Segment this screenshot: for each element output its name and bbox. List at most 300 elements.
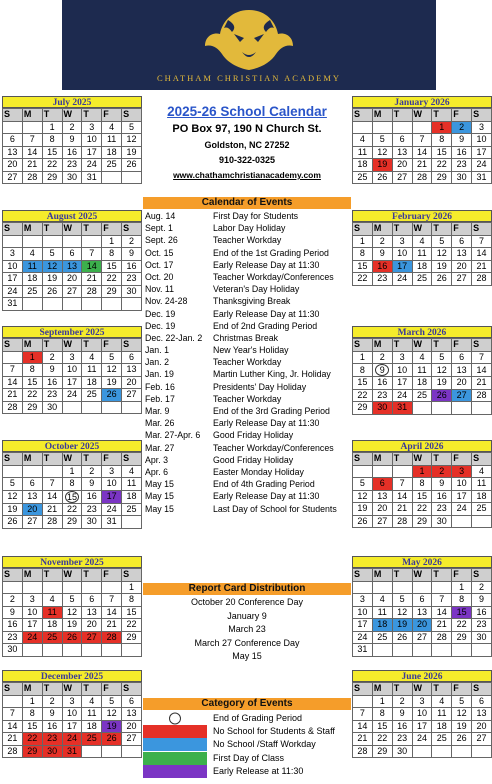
day-cell: 21 <box>392 503 412 516</box>
day-header: M <box>372 683 392 696</box>
day-header: T <box>42 453 62 466</box>
day-cell: 5 <box>102 695 122 708</box>
day-cell: 27 <box>392 171 412 184</box>
day-cell: 30 <box>432 515 452 528</box>
day-cell: 23 <box>82 503 102 516</box>
day-cell <box>432 581 452 594</box>
event-name: Early Release Day at 11:30 <box>213 308 320 319</box>
day-cell: 25 <box>353 171 373 184</box>
day-header: T <box>432 339 452 352</box>
day-cell: 19 <box>62 619 82 632</box>
day-cell: 23 <box>452 159 472 172</box>
day-cell: 29 <box>42 171 62 184</box>
report-heading: Report Card Distribution <box>143 583 351 595</box>
day-cell: 7 <box>102 594 122 607</box>
day-cell: 12 <box>432 248 452 261</box>
day-cell: 19 <box>3 503 23 516</box>
report-date: March 27 Conference Day <box>194 637 300 648</box>
day-cell: 7 <box>472 235 492 248</box>
day-header: W <box>412 109 432 122</box>
day-cell: 12 <box>102 708 122 721</box>
day-header: M <box>22 453 42 466</box>
day-cell: 6 <box>3 134 23 147</box>
day-cell: 8 <box>22 708 42 721</box>
event-row <box>143 490 351 502</box>
day-header: T <box>42 223 62 236</box>
day-cell: 21 <box>102 619 122 632</box>
day-cell: 8 <box>412 478 432 491</box>
day-cell: 28 <box>412 171 432 184</box>
day-header: W <box>412 453 432 466</box>
day-cell: 25 <box>412 273 432 286</box>
day-header: W <box>412 223 432 236</box>
day-cell: 7 <box>3 708 23 721</box>
day-cell: 21 <box>82 273 102 286</box>
day-cell: 3 <box>452 465 472 478</box>
day-cell: 27 <box>3 171 23 184</box>
day-cell: 30 <box>122 285 142 298</box>
event-date: Apr. 3 <box>145 454 168 465</box>
school-name: CHATHAM CHRISTIAN ACADEMY <box>156 73 342 83</box>
day-cell: 10 <box>353 606 373 619</box>
day-header: F <box>452 339 472 352</box>
day-cell: 6 <box>392 134 412 147</box>
day-cell: 1 <box>353 235 373 248</box>
day-cell: 16 <box>472 606 492 619</box>
day-cell: 31 <box>392 402 412 415</box>
day-cell: 9 <box>42 364 62 377</box>
day-cell <box>3 351 23 364</box>
category-label: No School /Staff Workday <box>213 739 316 750</box>
day-cell <box>102 171 122 184</box>
day-cell: 30 <box>452 171 472 184</box>
day-cell: 23 <box>372 273 392 286</box>
day-header: W <box>412 339 432 352</box>
day-cell: 29 <box>102 285 122 298</box>
day-cell: 12 <box>452 708 472 721</box>
day-cell: 13 <box>452 248 472 261</box>
day-cell: 18 <box>372 619 392 632</box>
day-number: 15 <box>66 491 77 502</box>
day-cell: 8 <box>102 248 122 261</box>
day-cell: 9 <box>62 134 82 147</box>
month-calendar <box>2 670 142 758</box>
day-cell: 19 <box>42 273 62 286</box>
day-header: S <box>3 223 23 236</box>
day-header: M <box>372 223 392 236</box>
day-cell: 15 <box>42 146 62 159</box>
day-header: F <box>452 109 472 122</box>
event-date: Mar. 27 <box>145 442 175 453</box>
day-cell <box>3 235 23 248</box>
day-cell: 12 <box>62 606 82 619</box>
day-cell: 30 <box>82 516 102 529</box>
day-header: T <box>392 109 412 122</box>
day-cell: 23 <box>42 733 62 746</box>
day-header: F <box>452 683 472 696</box>
day-cell: 12 <box>353 490 373 503</box>
day-header: F <box>102 683 122 696</box>
event-row <box>143 259 351 271</box>
day-cell: 17 <box>3 273 23 286</box>
day-cell: 31 <box>3 298 23 311</box>
day-cell: 27 <box>22 516 42 529</box>
day-cell: 16 <box>42 720 62 733</box>
day-cell <box>102 581 122 594</box>
day-cell: 9 <box>42 708 62 721</box>
day-cell <box>3 465 23 478</box>
day-cell: 10 <box>102 478 122 491</box>
day-cell: 16 <box>372 260 392 273</box>
website-link[interactable]: www.chathamchristianacademy.com <box>173 170 321 180</box>
day-cell: 2 <box>432 465 452 478</box>
day-cell: 2 <box>62 121 82 134</box>
event-row <box>143 466 351 478</box>
day-header: S <box>353 683 373 696</box>
day-cell <box>412 745 432 758</box>
day-cell: 27 <box>412 631 432 644</box>
day-header: S <box>3 109 23 122</box>
event-date: Mar. 27-Apr. 6 <box>145 430 201 441</box>
day-cell <box>22 465 42 478</box>
day-cell: 14 <box>472 364 492 377</box>
day-cell: 2 <box>472 581 492 594</box>
day-cell: 17 <box>392 260 412 273</box>
day-cell <box>102 298 122 311</box>
event-row <box>143 478 351 490</box>
day-header: T <box>432 223 452 236</box>
event-date: Sept. 1 <box>145 223 173 234</box>
day-cell: 4 <box>472 465 492 478</box>
day-cell: 1 <box>102 235 122 248</box>
day-cell: 11 <box>472 478 492 491</box>
day-cell: 7 <box>353 708 373 721</box>
day-cell: 13 <box>3 146 23 159</box>
event-name: End of the 3rd Grading Period <box>213 406 330 416</box>
events-list <box>143 210 351 515</box>
day-cell <box>392 465 412 478</box>
day-cell: 29 <box>412 515 432 528</box>
day-header: F <box>102 339 122 352</box>
day-cell: 1 <box>62 465 82 478</box>
day-cell: 1 <box>122 581 142 594</box>
day-cell: 15 <box>452 606 472 619</box>
day-header: S <box>472 339 492 352</box>
day-cell <box>122 401 142 414</box>
event-row <box>143 210 351 222</box>
day-cell: 5 <box>42 248 62 261</box>
day-cell: 19 <box>432 260 452 273</box>
day-cell: 21 <box>3 733 23 746</box>
day-cell: 22 <box>122 619 142 632</box>
month-calendar <box>352 96 492 184</box>
day-header: T <box>42 339 62 352</box>
event-date: Feb. 16 <box>145 381 175 392</box>
day-cell: 21 <box>412 159 432 172</box>
day-cell: 3 <box>62 351 82 364</box>
day-cell: 28 <box>392 515 412 528</box>
day-cell: 16 <box>82 490 102 503</box>
day-cell: 18 <box>122 490 142 503</box>
event-date: Apr. 6 <box>145 466 168 477</box>
category-swatch <box>143 725 207 738</box>
event-name: Presidents' Day Holiday <box>213 381 307 392</box>
day-cell: 10 <box>62 364 82 377</box>
day-cell: 6 <box>452 235 472 248</box>
day-cell <box>372 644 392 657</box>
day-cell <box>3 695 23 708</box>
day-header: T <box>42 683 62 696</box>
day-cell: 31 <box>82 171 102 184</box>
day-cell: 25 <box>372 631 392 644</box>
day-cell: 30 <box>42 745 62 758</box>
day-cell: 3 <box>82 121 102 134</box>
day-header: F <box>452 569 472 582</box>
day-header: S <box>3 453 23 466</box>
day-header: T <box>82 453 102 466</box>
day-cell: 21 <box>472 260 492 273</box>
day-cell <box>432 745 452 758</box>
category-label: End of Grading Period <box>213 713 303 723</box>
day-header: T <box>42 569 62 582</box>
day-header: T <box>392 339 412 352</box>
event-date: Mar. 26 <box>145 418 175 429</box>
day-cell: 6 <box>412 594 432 607</box>
day-cell <box>62 401 82 414</box>
day-cell: 4 <box>432 695 452 708</box>
day-cell: 22 <box>452 619 472 632</box>
day-cell: 13 <box>392 146 412 159</box>
day-cell: 6 <box>452 351 472 364</box>
day-cell <box>372 581 392 594</box>
event-name: Last Day of School for Students <box>213 503 337 514</box>
day-cell: 23 <box>122 273 142 286</box>
day-cell: 1 <box>22 351 42 364</box>
event-name: End of 2nd Grading Period <box>213 320 318 331</box>
day-cell: 25 <box>122 503 142 516</box>
day-header: W <box>62 569 82 582</box>
day-cell: 16 <box>62 146 82 159</box>
day-cell: 12 <box>392 606 412 619</box>
category-row <box>143 765 351 778</box>
event-name: Teacher Workday/Conferences <box>213 442 334 453</box>
category-legend <box>143 712 351 778</box>
day-header: S <box>122 109 142 122</box>
day-cell: 10 <box>62 708 82 721</box>
day-cell: 1 <box>432 121 452 134</box>
report-date: May 15 <box>232 651 262 661</box>
day-cell: 10 <box>412 708 432 721</box>
month-calendar <box>352 326 492 415</box>
day-cell: 15 <box>353 377 373 390</box>
day-cell: 26 <box>102 389 122 402</box>
day-cell <box>353 121 373 134</box>
report-date: January 9 <box>227 610 267 621</box>
day-cell: 31 <box>472 171 492 184</box>
day-cell: 30 <box>392 745 412 758</box>
day-header: S <box>472 109 492 122</box>
day-cell: 15 <box>432 146 452 159</box>
day-cell: 25 <box>102 159 122 172</box>
day-cell: 17 <box>102 490 122 503</box>
day-cell: 11 <box>42 606 62 619</box>
day-cell: 4 <box>102 121 122 134</box>
day-cell: 3 <box>392 351 412 364</box>
day-cell <box>122 298 142 311</box>
day-header: S <box>353 453 373 466</box>
event-date: May 15 <box>145 491 174 502</box>
day-cell: 7 <box>412 134 432 147</box>
event-date: Nov. 11 <box>145 284 175 295</box>
event-row <box>143 454 351 466</box>
day-header: F <box>102 453 122 466</box>
day-cell: 26 <box>353 515 373 528</box>
day-cell: 17 <box>392 377 412 390</box>
event-date: Oct. 15 <box>145 247 174 258</box>
day-cell: 8 <box>22 364 42 377</box>
month-title: January 2026 <box>352 96 492 108</box>
circle-icon <box>143 712 207 725</box>
day-cell: 22 <box>22 733 42 746</box>
day-header: T <box>82 109 102 122</box>
day-cell: 27 <box>472 733 492 746</box>
day-cell: 10 <box>392 364 412 377</box>
day-cell: 15 <box>372 720 392 733</box>
day-cell: 9 <box>472 594 492 607</box>
day-cell: 2 <box>452 121 472 134</box>
day-header: F <box>102 109 122 122</box>
day-cell: 26 <box>62 631 82 644</box>
day-cell: 4 <box>122 465 142 478</box>
day-header: T <box>392 223 412 236</box>
day-cell: 18 <box>82 376 102 389</box>
day-cell: 5 <box>353 478 373 491</box>
day-cell: 2 <box>392 695 412 708</box>
day-cell: 1 <box>353 351 373 364</box>
day-cell: 20 <box>3 159 23 172</box>
day-header: S <box>353 339 373 352</box>
event-row <box>143 356 351 368</box>
day-cell: 12 <box>102 364 122 377</box>
month-title: April 2026 <box>352 440 492 452</box>
day-cell: 2 <box>82 465 102 478</box>
day-cell: 14 <box>432 606 452 619</box>
day-cell: 11 <box>102 134 122 147</box>
day-cell: 17 <box>62 376 82 389</box>
day-cell: 13 <box>82 606 102 619</box>
day-cell: 1 <box>42 121 62 134</box>
day-cell <box>22 121 42 134</box>
day-cell: 14 <box>3 376 23 389</box>
day-cell: 18 <box>412 377 432 390</box>
day-cell: 12 <box>372 146 392 159</box>
day-cell: 19 <box>353 503 373 516</box>
day-cell: 11 <box>432 708 452 721</box>
day-cell: 3 <box>353 594 373 607</box>
day-cell: 7 <box>432 594 452 607</box>
day-cell: 18 <box>412 260 432 273</box>
day-header: T <box>82 339 102 352</box>
day-cell: 24 <box>22 631 42 644</box>
day-cell: 9 <box>372 248 392 261</box>
day-cell: 25 <box>22 285 42 298</box>
day-cell: 9 <box>392 708 412 721</box>
day-cell: 20 <box>452 377 472 390</box>
event-name: Teacher Workday <box>213 235 282 246</box>
day-cell: 9 <box>122 248 142 261</box>
day-cell <box>432 402 452 415</box>
day-cell: 19 <box>432 377 452 390</box>
event-name: Good Friday Holiday <box>213 430 294 441</box>
day-cell: 4 <box>42 594 62 607</box>
day-cell: 24 <box>353 631 373 644</box>
day-cell: 3 <box>102 465 122 478</box>
day-cell: 17 <box>82 146 102 159</box>
day-cell: 18 <box>22 273 42 286</box>
day-cell: 22 <box>412 503 432 516</box>
day-cell: 27 <box>372 515 392 528</box>
month-calendar <box>2 210 142 311</box>
day-cell: 13 <box>452 364 472 377</box>
day-cell: 30 <box>62 171 82 184</box>
event-row <box>143 368 351 380</box>
day-cell: 28 <box>42 516 62 529</box>
day-cell <box>472 402 492 415</box>
day-cell <box>392 121 412 134</box>
day-cell: 27 <box>452 273 472 286</box>
day-cell: 14 <box>353 720 373 733</box>
day-cell: 1 <box>22 695 42 708</box>
month-title: March 2026 <box>352 326 492 338</box>
day-header: S <box>353 109 373 122</box>
day-cell: 16 <box>452 146 472 159</box>
event-row <box>143 442 351 454</box>
event-date: Sept. 26 <box>145 235 178 246</box>
day-cell: 7 <box>42 478 62 491</box>
day-cell: 21 <box>353 733 373 746</box>
day-cell: 23 <box>472 619 492 632</box>
day-cell: 29 <box>353 402 373 415</box>
event-row <box>143 417 351 429</box>
day-cell <box>42 644 62 657</box>
day-cell: 11 <box>82 708 102 721</box>
day-cell: 23 <box>372 389 392 402</box>
day-cell: 24 <box>392 273 412 286</box>
day-cell: 22 <box>42 159 62 172</box>
day-cell: 20 <box>62 273 82 286</box>
day-cell: 2 <box>372 235 392 248</box>
day-cell: 21 <box>42 503 62 516</box>
day-cell: 15 <box>22 720 42 733</box>
day-cell: 16 <box>392 720 412 733</box>
report-list <box>143 596 351 664</box>
day-cell: 19 <box>392 619 412 632</box>
category-row <box>143 712 351 725</box>
day-cell: 6 <box>62 248 82 261</box>
event-date: Oct. 20 <box>145 271 174 282</box>
day-cell <box>62 644 82 657</box>
day-cell <box>353 465 373 478</box>
day-cell: 13 <box>62 260 82 273</box>
day-cell: 7 <box>82 248 102 261</box>
day-cell: 24 <box>102 503 122 516</box>
day-cell: 24 <box>452 503 472 516</box>
day-cell: 28 <box>102 631 122 644</box>
day-cell: 25 <box>472 503 492 516</box>
day-cell: 11 <box>353 146 373 159</box>
day-cell: 15 <box>412 490 432 503</box>
day-cell: 25 <box>412 389 432 402</box>
